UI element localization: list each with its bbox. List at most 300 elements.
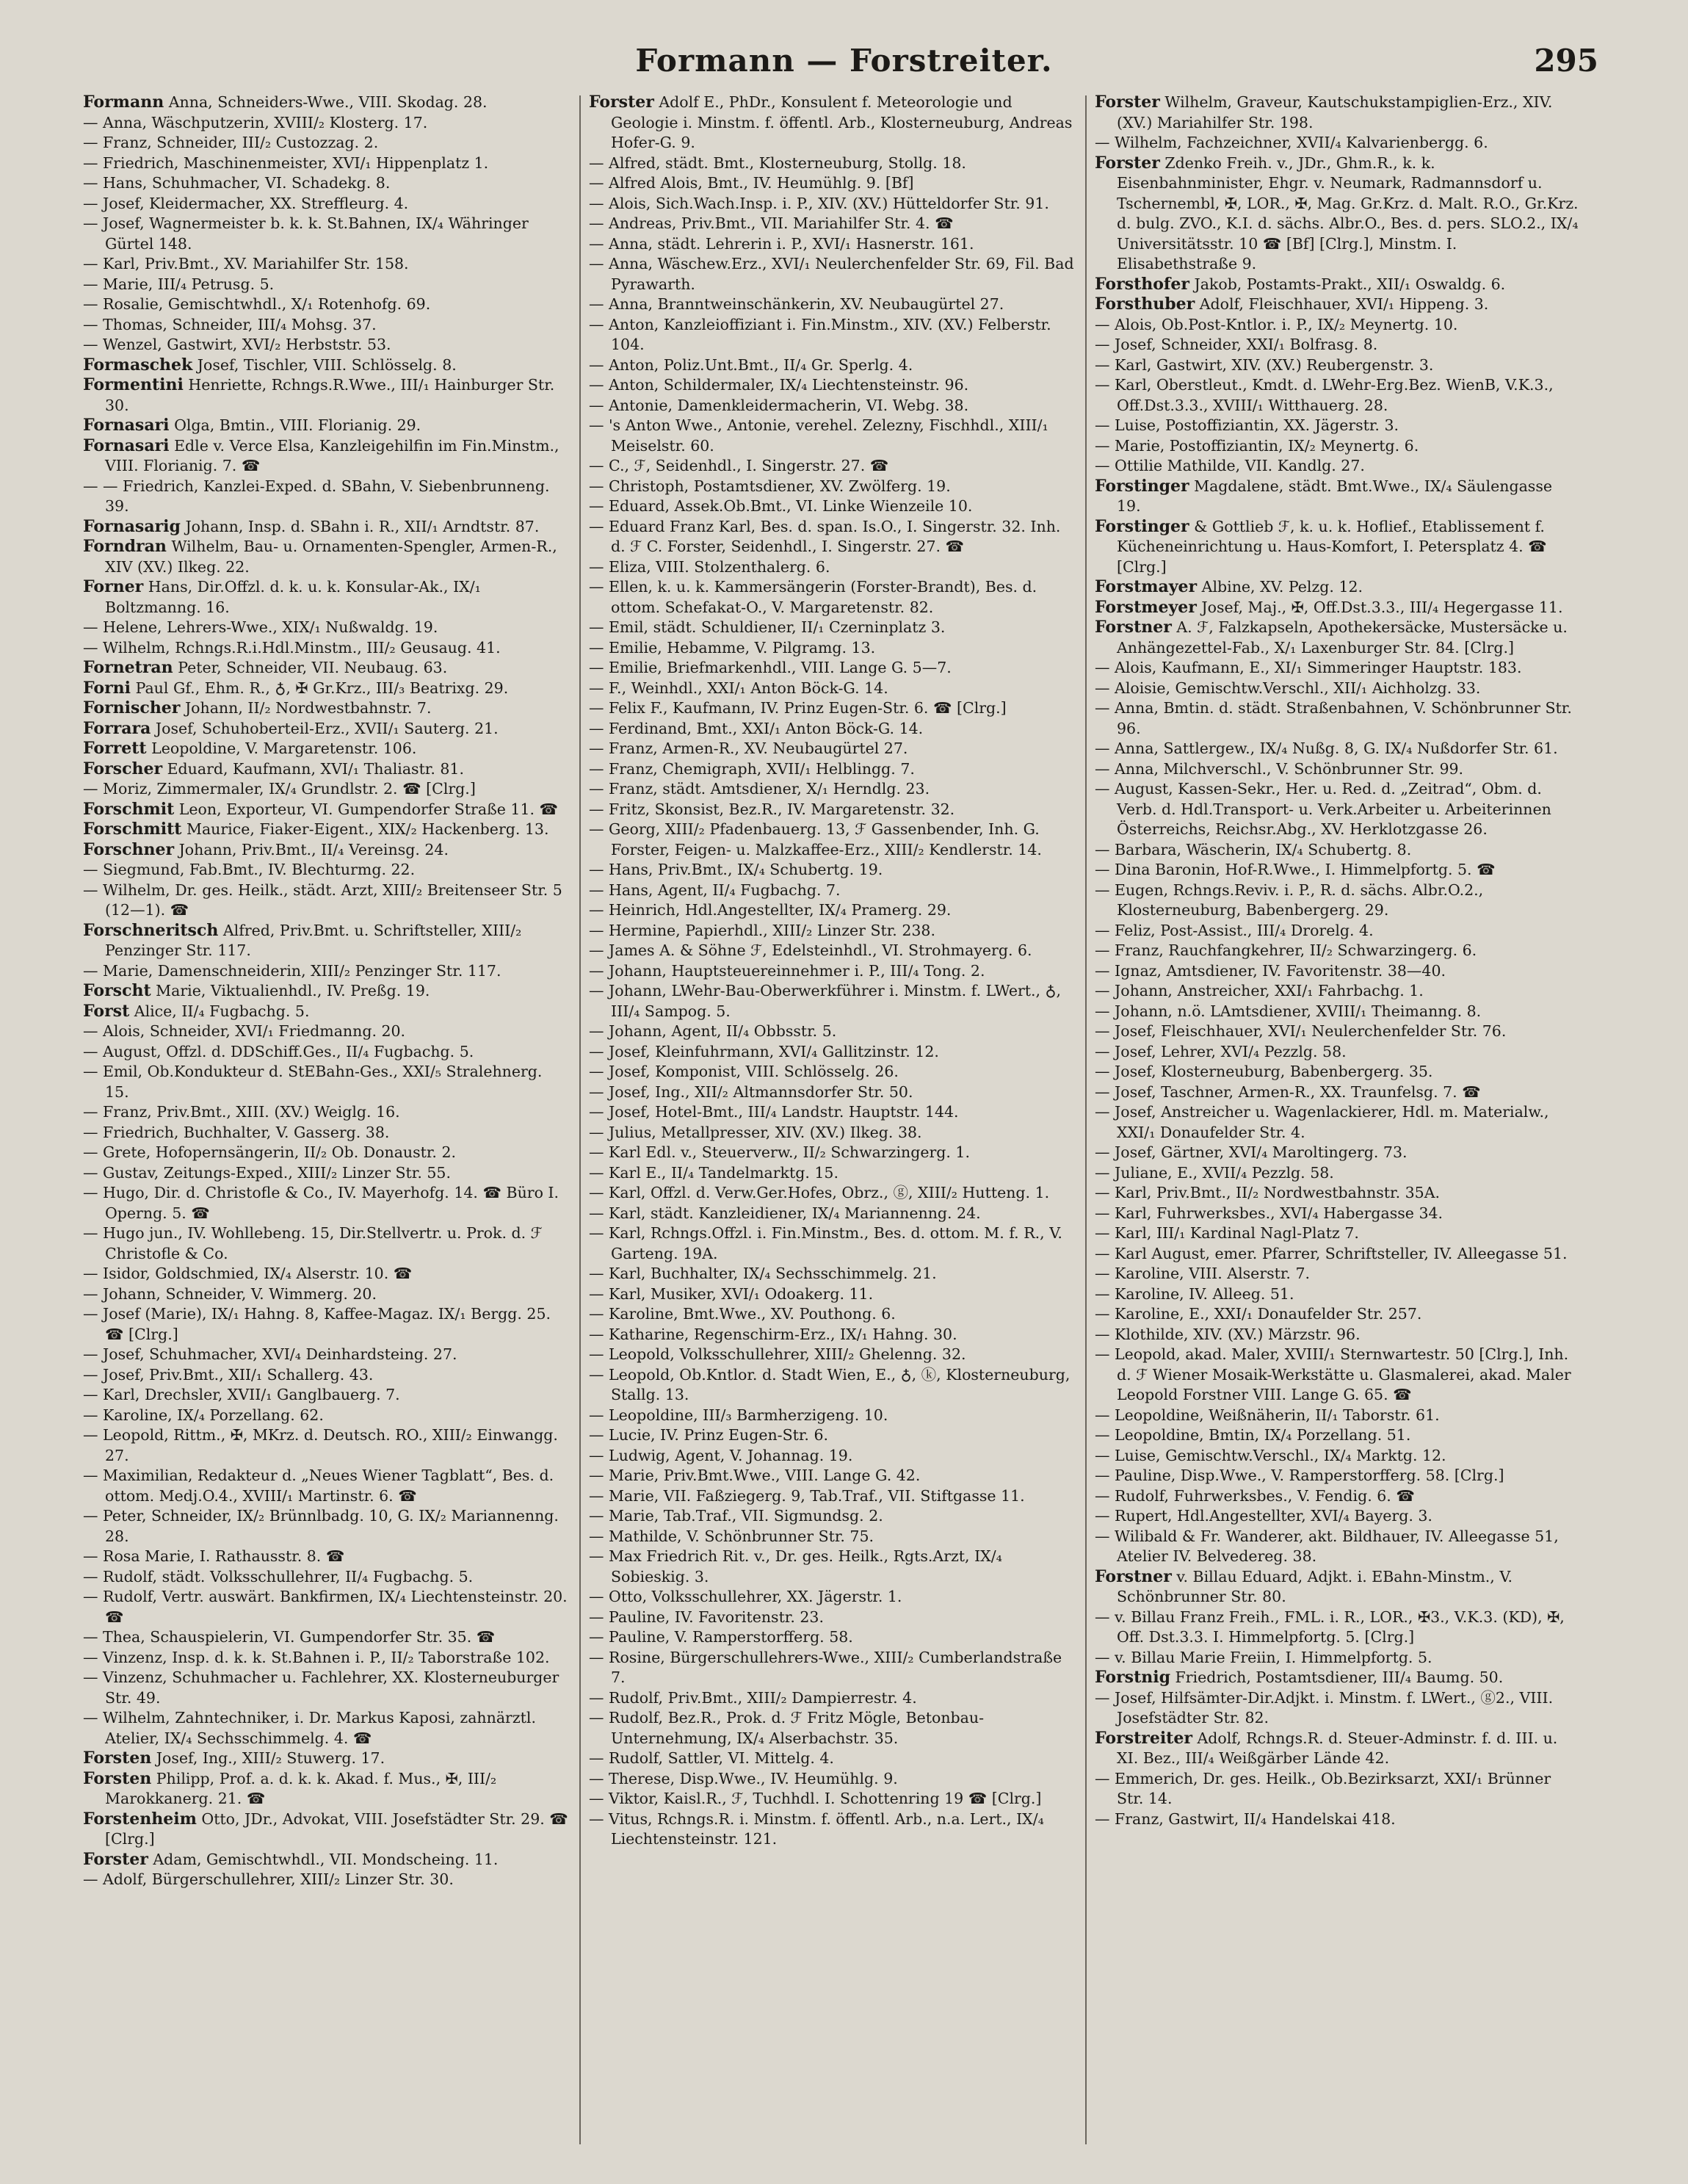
entry-surname: Forscher xyxy=(83,759,163,778)
directory-entry xyxy=(83,881,569,921)
directory-entry xyxy=(83,658,569,679)
directory-entry xyxy=(1095,93,1581,133)
entry-text: — Friedrich, Buchhalter, V. Gasserg. 38. xyxy=(83,1123,390,1141)
entry-text: — Isidor, Goldschmied, IX/₄ Alserstr. 10. ☎ xyxy=(83,1265,413,1282)
directory-entry xyxy=(83,1769,569,1809)
directory-entry xyxy=(589,1082,1075,1103)
entry-text: — Heinrich, Hdl.Angestellter, IX/₄ Pramerg. 29. xyxy=(589,901,952,919)
entry-text: — Franz, Schneider, III/₂ Custozzag. 2. xyxy=(83,134,379,151)
entry-text: — Hugo, Dir. d. Christofle & Co., IV. Mayerhofg. 14. ☎ Büro I. Operng. 5. ☎ xyxy=(83,1184,559,1222)
directory-entry xyxy=(83,1284,569,1305)
entry-text: Johann, Insp. d. SBahn i. R., XII/₁ Arndtstr. 87. xyxy=(185,517,540,535)
directory-entry xyxy=(83,133,569,153)
directory-entry xyxy=(589,1062,1075,1082)
entry-text: — Marie, Damenschneiderin, XIII/₂ Penzinger Str. 117. xyxy=(83,961,501,980)
directory-entry xyxy=(1095,294,1581,315)
directory-entry xyxy=(589,1789,1075,1809)
directory-entry xyxy=(1095,1688,1581,1729)
entry-text: — Franz, Armen-R., XV. Neubaugürtel 27. xyxy=(589,740,908,757)
entry-text: — Gustav, Zeitungs-Exped., XIII/₂ Linzer Str. 55. xyxy=(83,1163,451,1182)
directory-entry xyxy=(83,335,569,355)
entry-text: — Vinzenz, Schuhmacher u. Fachlehrer, XX. Klosterneuburger Str. 49. xyxy=(83,1668,559,1707)
directory-entry xyxy=(1095,1102,1581,1143)
directory-entry xyxy=(83,1062,569,1102)
directory-entry xyxy=(83,1163,569,1184)
directory-entry xyxy=(83,1345,569,1365)
entry-text: Wilhelm, Graveur, Kautschukstampiglien-Erz., XIV. (XV.) Mariahilfer Str. 198. xyxy=(1117,93,1553,131)
directory-entry xyxy=(1095,416,1581,436)
entry-text: — — Friedrich, Kanzlei-Exped. d. SBahn, V. Siebenbrunneng. 39. xyxy=(83,477,550,515)
directory-entry xyxy=(589,1486,1075,1507)
entry-text: — Ottilie Mathilde, VII. Kandlg. 27. xyxy=(1095,457,1365,474)
entry-text: — Vitus, Rchngs.R. i. Minstm. f. öffentl. Arb., n.a. Lert., IX/₄ Liechtensteinstr. 121. xyxy=(589,1809,1044,1848)
entry-surname: Forstmayer xyxy=(1095,577,1198,596)
directory-entry xyxy=(1095,1062,1581,1082)
directory-entry xyxy=(83,800,569,820)
entry-surname: Forsthofer xyxy=(1095,274,1189,294)
directory-entry xyxy=(83,355,569,376)
directory-entry xyxy=(589,477,1075,497)
entry-text: — Marie, Tab.Traf., VII. Sigmundsg. 2. xyxy=(589,1507,883,1525)
directory-entry xyxy=(83,1264,569,1284)
directory-entry xyxy=(1095,981,1581,1002)
directory-entry xyxy=(83,153,569,174)
directory-entry xyxy=(1095,921,1581,941)
directory-entry xyxy=(1095,375,1581,416)
directory-entry xyxy=(83,1627,569,1648)
entry-text: — Johann, Schneider, V. Wimmerg. 20. xyxy=(83,1284,377,1303)
entry-text: — Mathilde, V. Schönbrunner Str. 75. xyxy=(589,1527,874,1545)
entry-text: Johann, Priv.Bmt., II/₄ Vereinsg. 24. xyxy=(178,840,449,858)
entry-surname: Forster xyxy=(1095,153,1160,173)
directory-entry xyxy=(589,800,1075,820)
directory-entry xyxy=(83,577,569,618)
directory-entry xyxy=(1095,1082,1581,1103)
directory-entry xyxy=(589,881,1075,901)
entry-text: — Klothilde, XIV. (XV.) Märzstr. 96. xyxy=(1095,1325,1361,1343)
entry-text: — Alfred, städt. Bmt., Klosterneuburg, Stollg. 18. xyxy=(589,153,966,172)
directory-entry xyxy=(1095,1648,1581,1668)
entry-surname: Forsten xyxy=(83,1768,152,1788)
directory-entry xyxy=(83,1708,569,1749)
entry-text: — Anna, Sattlergew., IX/₄ Nußg. 8, G. IX/₄ Nußdorfer Str. 61. xyxy=(1095,740,1558,757)
entry-text: — Rosine, Bürgerschullehrers-Wwe., XIII/₂ Cumberlandstraße 7. xyxy=(589,1648,1062,1686)
directory-entry xyxy=(1095,1325,1581,1345)
directory-entry xyxy=(589,1425,1075,1446)
entry-text: v. Billau Eduard, Adjkt. i. EBahn-Minstm., V. Schönbrunner Str. 80. xyxy=(1117,1567,1513,1605)
entry-text: — Pauline, IV. Favoritenstr. 23. xyxy=(589,1608,824,1626)
entry-text: — Rudolf, Priv.Bmt., XIII/₂ Dampierrestr. 4. xyxy=(589,1688,917,1707)
entry-surname: Forstreiter xyxy=(1095,1728,1192,1748)
directory-entry xyxy=(1095,1567,1581,1608)
entry-text: — Rosalie, Gemischtwhdl., X/₁ Rotenhofg. 69. xyxy=(83,295,431,313)
directory-entry xyxy=(1095,517,1581,578)
entry-text: — Karl, städt. Kanzleidiener, IX/₄ Mariannenng. 24. xyxy=(589,1204,981,1222)
entry-surname: Fornischer xyxy=(83,698,181,717)
directory-entry xyxy=(589,517,1075,557)
entry-text: — Franz, Priv.Bmt., XIII. (XV.) Weiglg. 16. xyxy=(83,1103,400,1121)
directory-entry xyxy=(589,1204,1075,1224)
entry-text: — Karl, Musiker, XVI/₁ Odoakerg. 11. xyxy=(589,1284,874,1303)
directory-entry xyxy=(589,1304,1075,1325)
directory-entry xyxy=(589,1506,1075,1527)
entry-text: — Marie, III/₄ Petrusg. 5. xyxy=(83,275,275,293)
directory-entry xyxy=(1095,153,1581,275)
directory-entry xyxy=(83,1870,569,1890)
directory-entry xyxy=(83,1102,569,1123)
entry-text: — Josef, Fleischhauer, XVI/₁ Neulerchenfelder Str. 76. xyxy=(1095,1022,1507,1040)
entry-text: Adolf, Rchngs.R. d. Steuer-Adminstr. f. d. III. u. XI. Bez., III/₄ Weißgärber Lände 42. xyxy=(1117,1729,1558,1767)
directory-entry xyxy=(83,638,569,659)
entry-text: — Karoline, Bmt.Wwe., XV. Pouthong. 6. xyxy=(589,1305,896,1323)
entry-text: — C., ℱ, Seidenhdl., I. Singerstr. 27. ☎ xyxy=(589,457,889,474)
directory-entry xyxy=(83,1223,569,1264)
directory-entry xyxy=(1095,1002,1581,1022)
entry-text: — Leopold, Ob.Kntlor. d. Stadt Wien, E., ♁, ⓚ, Klosterneuburg, Stallg. 13. xyxy=(589,1365,1071,1403)
entry-surname: Formentini xyxy=(83,375,184,394)
entry-surname: Forrara xyxy=(83,718,151,738)
directory-entry xyxy=(83,1002,569,1022)
directory-entry xyxy=(589,254,1075,294)
directory-entry xyxy=(589,1042,1075,1063)
entry-text: — August, Kassen-Sekr., Her. u. Red. d. „Zeitrad“, Obm. d. Verb. d. Hdl.Transport- u. Verk.Arbeiter u. Arbeiterinnen Österreichs, Reichsr.Abg., XV. Herklotzgasse 26. xyxy=(1095,780,1551,838)
entry-text: — Anna, Milchverschl., V. Schönbrunner Str. 99. xyxy=(1095,759,1464,778)
entry-text: — Karoline, VIII. Alserstr. 7. xyxy=(1095,1265,1311,1282)
directory-entry xyxy=(83,679,569,699)
entry-text: — Marie, VII. Faßziegerg. 9, Tab.Traf., VII. Stiftgasse 11. xyxy=(589,1486,1025,1505)
directory-entry xyxy=(83,477,569,517)
entry-text: — Josef, Schuhmacher, XVI/₄ Deinhardsteing. 27. xyxy=(83,1345,457,1363)
entry-text: — Andreas, Priv.Bmt., VII. Mariahilfer Str. 4. ☎ xyxy=(589,214,954,232)
entry-text: — Thomas, Schneider, III/₄ Mohsg. 37. xyxy=(83,315,377,333)
directory-entry xyxy=(83,1668,569,1708)
entry-text: — Karl, Rchngs.Offzl. i. Fin.Minstm., Bes. d. ottom. M. f. R., V. Garteng. 19A. xyxy=(589,1224,1062,1262)
entry-text: — Katharine, Regenschirm-Erz., IX/₁ Hahng. 30. xyxy=(589,1325,957,1343)
directory-entry xyxy=(589,153,1075,174)
entry-text: — Anna, Wäschputzerin, XVIII/₂ Klosterg. 17. xyxy=(83,113,428,131)
directory-entry xyxy=(589,1123,1075,1143)
entry-text: — Alois, Kaufmann, E., XI/₁ Simmeringer Hauptstr. 183. xyxy=(1095,659,1522,676)
entry-text: — Josef, Ing., XII/₂ Altmannsdorfer Str. 50. xyxy=(589,1082,913,1101)
directory-entry xyxy=(83,315,569,336)
directory-entry xyxy=(83,779,569,800)
entry-text: — Josef, Schneider, XXI/₁ Bolfrasg. 8. xyxy=(1095,336,1378,353)
directory-entry xyxy=(1095,961,1581,982)
entry-text: — Alfred Alois, Bmt., IV. Heumühlg. 9. [Bf] xyxy=(589,174,914,192)
entry-surname: Forstmeyer xyxy=(1095,597,1197,617)
entry-surname: Fornasari xyxy=(83,435,170,455)
directory-entry xyxy=(1095,275,1581,295)
directory-entry xyxy=(589,1446,1075,1467)
entry-text: — Karl August, emer. Pfarrer, Schriftsteller, IV. Alleegasse 51. xyxy=(1095,1244,1568,1262)
directory-entry xyxy=(1095,1486,1581,1507)
entry-text: Peter, Schneider, VII. Neubaug. 63. xyxy=(178,659,448,676)
entry-surname: Forner xyxy=(83,577,144,596)
entry-surname: Forscht xyxy=(83,981,151,1000)
directory-entry xyxy=(589,658,1075,679)
directory-entry xyxy=(1095,1769,1581,1809)
entry-text: Leopoldine, V. Margaretenstr. 106. xyxy=(151,740,417,757)
directory-entry xyxy=(83,1648,569,1668)
directory-entry xyxy=(589,1183,1075,1204)
entry-text: — Therese, Disp.Wwe., IV. Heumühlg. 9. xyxy=(589,1769,898,1787)
directory-entry xyxy=(589,981,1075,1022)
entry-surname: Forster xyxy=(589,93,654,112)
directory-entry xyxy=(83,416,569,436)
entry-text: — Franz, Chemigraph, XVII/₁ Helblingg. 7. xyxy=(589,759,915,778)
directory-entry xyxy=(589,173,1075,194)
directory-entry xyxy=(589,779,1075,800)
entry-text: — Pauline, Disp.Wwe., V. Ramperstorfferg. 58. [Clrg.] xyxy=(1095,1467,1504,1484)
directory-entry xyxy=(1095,1527,1581,1567)
entry-text: — Rudolf, Sattler, VI. Mittelg. 4. xyxy=(589,1749,834,1767)
entry-text: Hans, Dir.Offzl. d. k. u. k. Konsular-Ak., IX/₁ Boltzmanng. 16. xyxy=(105,578,481,616)
entry-text: — Georg, XIII/₂ Pfadenbauerg. 13, ℱ Gassenbender, Inh. G. Forster, Feigen- u. Malzkaffee-Erz., XIII/₂ Kendlerstr. 14. xyxy=(589,820,1042,858)
entry-text: — Eduard, Assek.Ob.Bmt., VI. Linke Wienzeile 10. xyxy=(589,497,973,515)
entry-surname: Forstenheim xyxy=(83,1809,197,1829)
directory-entry xyxy=(1095,1668,1581,1688)
directory-entry xyxy=(83,1022,569,1042)
entry-text: — Anna, Wäschew.Erz., XVI/₁ Neulerchenfelder Str. 69, Fil. Bad Pyrawarth. xyxy=(589,255,1074,293)
directory-entry xyxy=(1095,598,1581,618)
entry-text: — Lucie, IV. Prinz Eugen-Str. 6. xyxy=(589,1426,829,1444)
directory-entry xyxy=(589,1365,1075,1406)
directory-entry xyxy=(1095,1608,1581,1648)
entry-surname: Forrett xyxy=(83,739,147,758)
directory-entry xyxy=(1095,779,1581,840)
entry-text: — Anton, Schildermaler, IX/₄ Liechtensteinstr. 96. xyxy=(589,376,969,394)
entry-text: — Karoline, E., XXI/₁ Donaufelder Str. 257. xyxy=(1095,1305,1422,1323)
directory-entry xyxy=(1095,860,1581,881)
entry-text: Jakob, Postamts-Prakt., XII/₁ Oswaldg. 6. xyxy=(1194,275,1506,293)
entry-text: — Siegmund, Fab.Bmt., IV. Blechturmg. 22. xyxy=(83,861,416,878)
entry-text: — Wilhelm, Rchngs.R.i.Hdl.Minstm., III/₂ Geusaug. 41. xyxy=(83,638,501,657)
entry-text: — Karl, Drechsler, XVII/₁ Ganglbauerg. 7. xyxy=(83,1386,400,1403)
entry-text: — Karl Edl. v., Steuerverw., II/₂ Schwarzingerg. 1. xyxy=(589,1143,970,1161)
directory-entry xyxy=(83,113,569,134)
directory-entry xyxy=(589,1769,1075,1790)
directory-entry xyxy=(83,981,569,1002)
entry-text: — Fritz, Skonsist, Bez.R., IV. Margaretenstr. 32. xyxy=(589,800,955,818)
directory-entry xyxy=(83,1809,569,1850)
directory-entry xyxy=(589,1143,1075,1163)
entry-text: Otto, JDr., Advokat, VIII. Josefstädter Str. 29. ☎ [Clrg.] xyxy=(105,1809,568,1848)
entry-text: — Emilie, Briefmarkenhdl., VIII. Lange G. 5—7. xyxy=(589,659,952,676)
entry-surname: Fornasari xyxy=(83,416,170,435)
directory-entry xyxy=(589,375,1075,396)
entry-text: — 's Anton Wwe., Antonie, verehel. Zelezny, Fischhdl., XIII/₁ Meiselstr. 60. xyxy=(589,416,1048,455)
entry-text: — Hugo jun., IV. Wohllebeng. 15, Dir.Stellvertr. u. Prok. d. ℱ Christofle & Co. xyxy=(83,1224,543,1262)
entry-text: — Johann, LWehr-Bau-Oberwerkführer i. Minstm. f. LWert., ♁, III/₄ Sampog. 5. xyxy=(589,982,1062,1020)
entry-surname: Fornetran xyxy=(83,658,173,677)
entry-text: — Barbara, Wäscherin, IX/₄ Schubertg. 8. xyxy=(1095,840,1412,858)
entry-text: — Josef (Marie), IX/₁ Hahng. 8, Kaffee-Magaz. IX/₁ Bergg. 25. ☎ [Clrg.] xyxy=(83,1305,551,1343)
directory-entry xyxy=(589,1284,1075,1305)
directory-entry xyxy=(589,557,1075,578)
directory-entry xyxy=(589,941,1075,961)
directory-entry xyxy=(589,1406,1075,1426)
directory-entry xyxy=(589,456,1075,477)
directory-entry xyxy=(589,900,1075,921)
directory-entry xyxy=(83,1183,569,1223)
entry-text: — Karl, Oberstleut., Kmdt. d. LWehr-Erg.Bez. WienB, V.K.3., Off.Dst.3.3., XVIII/₁ Witthauerg. 28. xyxy=(1095,376,1554,414)
entry-text: — Johann, Anstreicher, XXI/₁ Fahrbachg. 1. xyxy=(1095,982,1424,999)
entry-text: — Christoph, Postamtsdiener, XV. Zwölferg. 19. xyxy=(589,477,951,495)
entry-text: — Dina Baronin, Hof-R.Wwe., I. Himmelpfortg. 5. ☎ xyxy=(1095,861,1496,878)
entry-text: — Josef, Lehrer, XVI/₄ Pezzlg. 58. xyxy=(1095,1042,1347,1060)
directory-entry xyxy=(83,1304,569,1345)
running-head: Formann — Forstreiter. xyxy=(635,43,1053,79)
entry-text: Wilhelm, Bau- u. Ornamenten-Spengler, Armen-R., XIV (XV.) Ilkeg. 22. xyxy=(105,538,557,576)
entry-text: — Rupert, Hdl.Angestellter, XVI/₄ Bayerg. 3. xyxy=(1095,1507,1432,1525)
directory-entry xyxy=(589,820,1075,860)
entry-text: — Karoline, IV. Alleeg. 51. xyxy=(1095,1284,1294,1303)
entry-text: Edle v. Verce Elsa, Kanzleigehilfin im Fin.Minstm., VIII. Florianig. 7. ☎ xyxy=(105,436,559,474)
entry-surname: Forndran xyxy=(83,537,167,556)
directory-entry xyxy=(589,1809,1075,1850)
entry-text: — Juliane, E., XVII/₄ Pezzlg. 58. xyxy=(1095,1163,1334,1182)
entry-text: — Karl, Priv.Bmt., XV. Mariahilfer Str. 158. xyxy=(83,255,409,272)
entry-text: — Wilhelm, Zahntechniker, i. Dr. Markus Kaposi, zahnärztl. Atelier, IX/₄ Sechsschimmelg. 4. ☎ xyxy=(83,1709,536,1747)
directory-entry xyxy=(83,921,569,961)
entry-text: — Anna, städt. Lehrerin i. P., XVI/₁ Hasnerstr. 161. xyxy=(589,234,974,253)
entry-text: — Leopoldine, III/₃ Barmherzigeng. 10. xyxy=(589,1406,888,1424)
directory-entry xyxy=(83,1466,569,1506)
entry-text: A. ℱ, Falzkapseln, Apothekersäcke, Mustersäcke u. Anhängezettel-Fab., X/₁ Laxenburger Str. 84. [Clrg.] xyxy=(1117,618,1568,657)
entry-text: — Franz, städt. Amtsdiener, X/₁ Herndlg. 23. xyxy=(589,780,930,798)
entry-text: Magdalene, städt. Bmt.Wwe., IX/₄ Säulengasse 19. xyxy=(1117,477,1552,515)
directory-entry xyxy=(1095,1809,1581,1830)
directory-entry xyxy=(83,1506,569,1547)
entry-text: — Karl, Priv.Bmt., II/₂ Nordwestbahnstr. 35A. xyxy=(1095,1184,1441,1201)
entry-text: Henriette, Rchngs.R.Wwe., III/₁ Hainburger Str. 30. xyxy=(105,376,555,414)
entry-text: — Max Friedrich Rit. v., Dr. ges. Heilk., Rgts.Arzt, IX/₄ Sobieskig. 3. xyxy=(589,1547,1002,1585)
directory-entry xyxy=(83,1143,569,1163)
directory-entry xyxy=(83,739,569,759)
directory-entry xyxy=(1095,477,1581,517)
directory-entry xyxy=(1095,1143,1581,1163)
directory-entry xyxy=(83,375,569,416)
directory-entry xyxy=(83,1365,569,1386)
entry-text: Paul Gf., Ehm. R., ♁, ✠ Gr.Krz., III/₃ Beatrixg. 29. xyxy=(135,679,509,697)
entry-surname: Forschmitt xyxy=(83,820,182,839)
entry-surname: Forstner xyxy=(1095,1566,1172,1586)
directory-entry xyxy=(1095,335,1581,355)
directory-entry xyxy=(83,860,569,881)
entry-text: — Feliz, Post-Assist., III/₄ Drorelg. 4. xyxy=(1095,921,1374,939)
entry-text: — Josef, Hilfsämter-Dir.Adjkt. i. Minstm. f. LWert., ⓖ2., VIII. Josefstädter Str. 82. xyxy=(1095,1688,1554,1726)
directory-entry xyxy=(589,638,1075,659)
entry-text: — Otto, Volksschullehrer, XX. Jägerstr. 1. xyxy=(589,1588,902,1605)
entry-text: — Ignaz, Amtsdiener, IV. Favoritenstr. 38—40. xyxy=(1095,961,1446,980)
directory-entry xyxy=(1095,1163,1581,1184)
entry-text: — Ellen, k. u. k. Kammersängerin (Forster-Brandt), Bes. d. ottom. Schefakat-O., V. Margaretenstr. 82. xyxy=(589,578,1037,616)
directory-entry xyxy=(83,1547,569,1567)
entry-text: — Moriz, Zimmermaler, IX/₄ Grundlstr. 2. ☎ [Clrg.] xyxy=(83,780,476,798)
directory-entry xyxy=(83,698,569,719)
entry-surname: Forschmit xyxy=(83,799,175,819)
entry-text: — August, Offzl. d. DDSchiff.Ges., II/₄ Fugbachg. 5. xyxy=(83,1042,474,1060)
entry-text: Alice, II/₄ Fugbachg. 5. xyxy=(134,1002,310,1020)
entry-text: — Hans, Priv.Bmt., IX/₄ Schubertg. 19. xyxy=(589,861,883,878)
directory-entry xyxy=(83,820,569,840)
directory-entry xyxy=(1095,1204,1581,1224)
entry-text: — Pauline, V. Ramperstorfferg. 58. xyxy=(589,1628,853,1646)
directory-entry xyxy=(83,1567,569,1588)
directory-entry xyxy=(589,1264,1075,1284)
directory-entry xyxy=(589,214,1075,234)
entry-text: — Johann, n.ö. LAmtsdiener, XVIII/₁ Theimanng. 8. xyxy=(1095,1002,1482,1020)
column-1 xyxy=(83,93,569,2149)
entry-text: Leon, Exporteur, VI. Gumpendorfer Straße 11. ☎ xyxy=(178,800,559,818)
directory-entry xyxy=(589,315,1075,355)
directory-entry xyxy=(589,1022,1075,1042)
directory-entry xyxy=(1095,315,1581,336)
directory-entry xyxy=(1095,1446,1581,1467)
directory-entry xyxy=(589,719,1075,740)
entry-text: — Karoline, IX/₄ Porzellang. 62. xyxy=(83,1406,324,1424)
entry-text: — Ferdinand, Bmt., XXI/₁ Anton Böck-G. 14. xyxy=(589,719,924,737)
directory-entry xyxy=(1095,1244,1581,1265)
entry-text: — Emilie, Hebamme, V. Pilgramg. 13. xyxy=(589,638,876,657)
entry-text: — Emil, Ob.Kondukteur d. StEBahn-Ges., XXI/₅ Stralehnerg. 15. xyxy=(83,1063,543,1101)
directory-entry xyxy=(1095,1304,1581,1325)
directory-entry xyxy=(83,214,569,254)
directory-entry xyxy=(589,860,1075,881)
entry-text: — Alois, Sich.Wach.Insp. i. P., XIV. (XV.) Hütteldorfer Str. 91. xyxy=(589,194,1049,212)
entry-text: — Rudolf, Fuhrwerksbes., V. Fendig. 6. ☎ xyxy=(1095,1486,1415,1505)
entry-text: — Thea, Schauspielerin, VI. Gumpendorfer Str. 35. ☎ xyxy=(83,1628,496,1646)
directory-entry xyxy=(1095,355,1581,376)
directory-entry xyxy=(83,1850,569,1870)
entry-text: — Rosa Marie, I. Rathausstr. 8. ☎ xyxy=(83,1547,345,1565)
entry-surname: Formann xyxy=(83,93,164,112)
directory-entry xyxy=(589,1708,1075,1749)
entry-surname: Forstinger xyxy=(1095,516,1189,536)
directory-entry xyxy=(589,618,1075,638)
directory-entry xyxy=(589,1527,1075,1547)
entry-surname: Forster xyxy=(1095,93,1160,112)
entry-text: — Alois, Ob.Post-Kntlor. i. P., IX/₂ Meynertg. 10. xyxy=(1095,315,1458,333)
entry-text: Friedrich, Postamtsdiener, III/₄ Baumg. 50. xyxy=(1175,1668,1504,1686)
directory-entry xyxy=(1095,1264,1581,1284)
entry-text: — Anton, Kanzleioffiziant i. Fin.Minstm., XIV. (XV.) Felberstr. 104. xyxy=(589,315,1051,353)
entry-text: — v. Billau Marie Freiin, I. Himmelpfortg. 5. xyxy=(1095,1648,1432,1666)
entry-surname: Forschneritsch xyxy=(83,920,219,940)
directory-entry xyxy=(1095,840,1581,861)
entry-text: Eduard, Kaufmann, XVI/₁ Thaliastr. 81. xyxy=(167,759,464,778)
entry-text: — Leopoldine, Bmtin, IX/₄ Porzellang. 51. xyxy=(1095,1426,1411,1444)
entry-text: — Josef, Taschner, Armen-R., XX. Traunfelsg. 7. ☎ xyxy=(1095,1082,1481,1101)
directory-columns xyxy=(83,93,1616,2149)
entry-text: — Wilhelm, Fachzeichner, XVII/₄ Kalvarienbergg. 6. xyxy=(1095,134,1488,151)
directory-entry xyxy=(589,294,1075,315)
entry-text: — F., Weinhdl., XXI/₁ Anton Böck-G. 14. xyxy=(589,679,888,697)
directory-entry xyxy=(1095,658,1581,679)
directory-entry xyxy=(589,1223,1075,1264)
entry-text: — Peter, Schneider, IX/₂ Brünnlbadg. 10, G. IX/₂ Mariannenng. 28. xyxy=(83,1507,559,1545)
entry-text: — Vinzenz, Insp. d. k. k. St.Bahnen i. P., II/₂ Taborstraße 102. xyxy=(83,1648,550,1666)
entry-text: — Leopold, Rittm., ✠, MKrz. d. Deutsch. RO., XIII/₂ Einwangg. 27. xyxy=(83,1426,558,1464)
directory-entry xyxy=(589,1325,1075,1345)
entry-text: — Maximilian, Redakteur d. „Neues Wiener Tagblatt“, Bes. d. ottom. Medj.O.4., XVIII/₁ Martinstr. 6. ☎ xyxy=(83,1467,554,1505)
directory-entry xyxy=(83,1385,569,1406)
entry-text: — Leopoldine, Weißnäherin, II/₁ Taborstr. 61. xyxy=(1095,1406,1440,1424)
entry-text: Josef, Schuhoberteil-Erz., XVII/₁ Sauterg. 21. xyxy=(155,719,499,737)
directory-entry xyxy=(83,719,569,740)
directory-entry xyxy=(589,1345,1075,1365)
entry-text: — Hans, Schuhmacher, VI. Schadekg. 8. xyxy=(83,174,391,192)
